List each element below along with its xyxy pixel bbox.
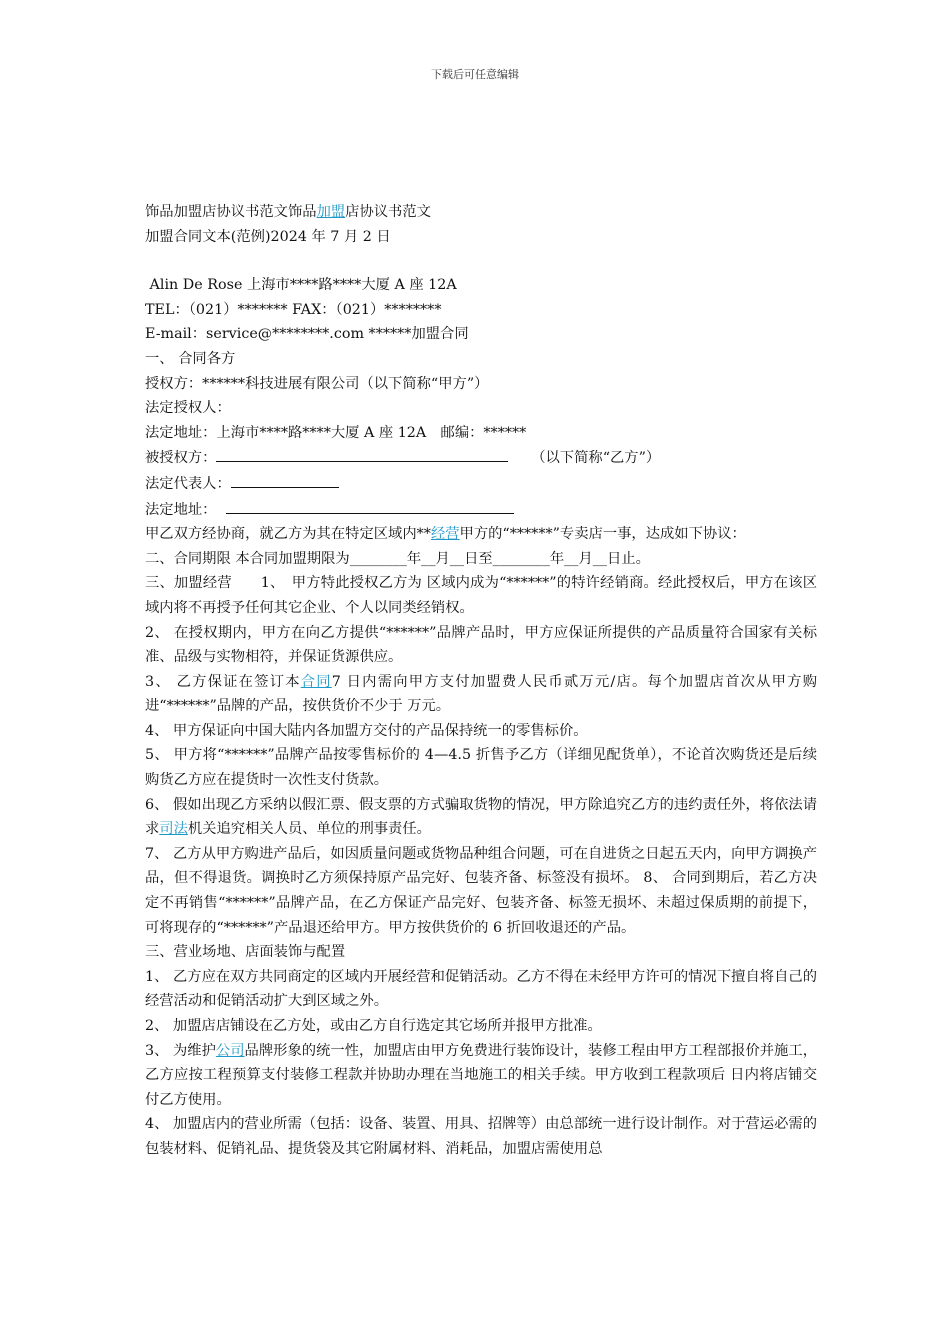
title-text: 饰品加盟店协议书范文饰品 bbox=[145, 204, 317, 220]
party-b-label: 被授权方： bbox=[145, 450, 217, 467]
intro-text: 甲方的“******”专卖店一事，达成如下协议： bbox=[459, 526, 746, 543]
party-b bbox=[145, 445, 817, 471]
legal-addr-b-label: 法定地址： bbox=[145, 501, 217, 518]
section-2: 二、合同期限 本合同加盟期限为________年__月__日至________年__月__日止。 bbox=[145, 550, 650, 567]
spacer bbox=[145, 249, 817, 273]
link-operate[interactable]: 经营 bbox=[430, 526, 460, 543]
intro-text: 甲乙双方经协商，就乙方为其在特定区域内** bbox=[145, 526, 431, 543]
party-a: 授权方：******科技进展有限公司（以下简称“甲方”） bbox=[145, 375, 489, 392]
s3-item3-text: 品牌形象的统一性，加盟店由甲方免费进行装饰设计，装修工程由甲方工程部报价并施工，乙方应按工程预算支付装修工程款并协助办理在当地施工的相关手续。甲方收到工程款项后 日内将店铺交付乙方使用。 bbox=[145, 1042, 818, 1108]
section-3-item-3 bbox=[145, 670, 817, 719]
item6-text: 6、 假如出现乙方采纳以假汇票、假支票的方式骗取货物的情况，甲方除追究乙方的违约责任外，将依法请求 bbox=[145, 796, 817, 838]
link-judiciary[interactable]: 司法 bbox=[159, 821, 188, 838]
item3-text: 3、 乙方保证在签订本 bbox=[145, 673, 301, 690]
section-3-item-4: 4、 甲方保证向中国大陆内各加盟方交付的产品保持统一的零售标价。 bbox=[145, 722, 588, 739]
section-3-item-1: 三、加盟经营 1、 甲方特此授权乙方为 区域内成为“******”的特许经销商。经此授权后，甲方在该区域内将不再授予任何其它企业、个人以同类经销权。 bbox=[145, 575, 817, 616]
tel-fax-line: TEL：（021）******* FAX：（021）******** bbox=[145, 301, 442, 318]
title-text: 店协议书范文 bbox=[345, 204, 431, 220]
section-3b-item-2: 2、 加盟店店铺设在乙方处，或由乙方自行选定其它场所并报甲方批准。 bbox=[145, 1018, 602, 1034]
party-b-suffix: （以下简称“乙方”） bbox=[531, 450, 661, 467]
legal-addr-b-blank[interactable] bbox=[226, 497, 514, 514]
legal-rep-blank[interactable] bbox=[231, 471, 339, 488]
link-franchise[interactable]: 加盟 bbox=[316, 204, 346, 220]
section-3-item-7-8: 7、 乙方从甲方购进产品后，如因质量问题或货物品种组合问题，可在自进货之日起五天内，向甲方调换产品，但不得退货。调换时乙方须保持原产品完好、包装齐备、标签没有损坏。 8、 合同到期后，若乙方决定不再销售“******”品牌产品，在乙方保证产品完好、包装齐备、标签无损坏、未超过保质期的前提下，可将现存的“******”产品退还给甲方。甲方按供货价的 6 折回收退还的产品。 bbox=[145, 845, 817, 936]
s3-item3-text: 3、 为维护 bbox=[145, 1042, 216, 1059]
intro-paragraph bbox=[145, 522, 817, 547]
legal-representative bbox=[145, 471, 817, 497]
legal-address-a: 法定地址：上海市****路****大厦 A 座 12A 邮编：****** bbox=[145, 424, 527, 441]
party-b-blank[interactable] bbox=[216, 445, 508, 462]
item6-text: 机关追究相关人员、单位的刑事责任。 bbox=[187, 821, 431, 838]
item3-text: 7 日内需向甲方支付加盟费人民币贰万元/店。每个加盟店首次从甲方购进“******”品牌的产品，按供货价不少于 万元。 bbox=[145, 673, 818, 715]
document-body bbox=[145, 200, 817, 1162]
legal-authorizer: 法定授权人： bbox=[145, 400, 231, 417]
email-line: E-mail：service@********.com ******加盟合同 bbox=[145, 326, 469, 343]
section-3-item-2: 2、 在授权期内，甲方在向乙方提供“******”品牌产品时，甲方应保证所提供的产品质量符合国家有关标准、品级与实物相符，并保证货源供应。 bbox=[145, 624, 817, 666]
section-3b-item-4: 4、 加盟店内的营业所需（包括：设备、装置、用具、招牌等）由总部统一进行设计制作。对于营运必需的包装材料、促销礼品、提货袋及其它附属材料、消耗品，加盟店需使用总 bbox=[145, 1116, 817, 1157]
section-3-item-6 bbox=[145, 793, 817, 842]
legal-address-b bbox=[145, 497, 817, 523]
link-company[interactable]: 公司 bbox=[215, 1042, 245, 1059]
section-1-heading: 一、 合同各方 bbox=[145, 350, 236, 367]
title-line-2: 加盟合同文本(范例)2024 年 7 月 2 日 bbox=[145, 228, 391, 245]
page-header: 下载后可任意编辑 bbox=[431, 68, 519, 81]
legal-rep-label: 法定代表人： bbox=[145, 475, 231, 492]
section-3b-item-1: 1、 乙方应在双方共同商定的区域内开展经营和促销活动。乙方不得在未经甲方许可的情况下擅自将自己的经营活动和促销活动扩大到区域之外。 bbox=[145, 968, 817, 1010]
address-line: Alin De Rose 上海市****路****大厦 A 座 12A bbox=[145, 277, 457, 294]
section-3b-heading: 三、营业场地、店面装饰与配置 bbox=[145, 944, 346, 961]
link-contract[interactable]: 合同 bbox=[300, 673, 332, 690]
section-3-item-5: 5、 甲方将“******”品牌产品按零售标价的 4—4.5 折售予乙方（详细见配货单），不论首次购货还是后续购货乙方应在提货时一次性支付货款。 bbox=[145, 747, 817, 789]
section-3b-item-3 bbox=[145, 1039, 817, 1113]
title-line-1 bbox=[145, 200, 817, 225]
